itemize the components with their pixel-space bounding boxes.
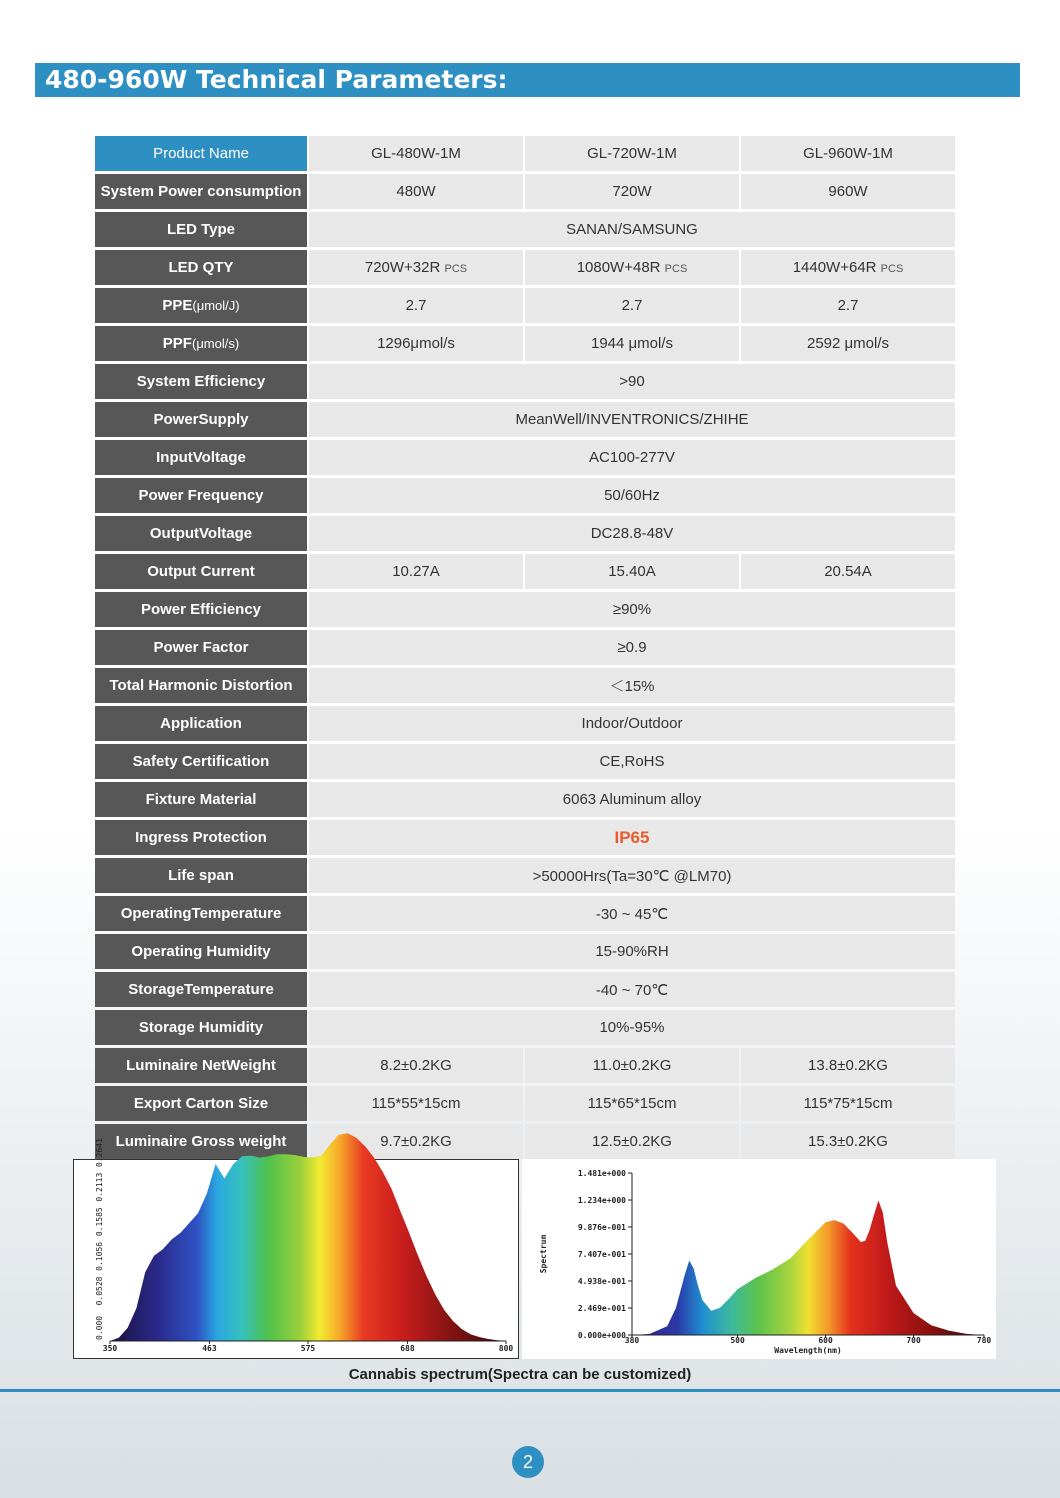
cell-value xyxy=(525,554,739,589)
cell-text: 8.2±0.2KG xyxy=(380,1057,452,1074)
row-label xyxy=(95,668,307,703)
cell-text: 2.7 xyxy=(405,297,427,314)
y-tick-label: 0.1585 xyxy=(95,1207,104,1237)
table-row xyxy=(95,858,955,893)
cell-value xyxy=(741,1086,955,1121)
table-row xyxy=(95,934,955,969)
y-tick-label: 0.0528 xyxy=(95,1276,104,1306)
cell-unit: PCS xyxy=(880,263,904,275)
cell-value xyxy=(309,250,523,285)
cell-text: AC100-277V xyxy=(589,449,675,466)
cell-value xyxy=(525,1048,739,1083)
table-row xyxy=(95,250,955,285)
row-label-text: Operating Humidity xyxy=(131,943,271,960)
cell-value xyxy=(525,288,739,323)
row-label xyxy=(95,782,307,817)
cell-value xyxy=(741,288,955,323)
row-label xyxy=(95,896,307,931)
cell-text: 50/60Hz xyxy=(604,487,660,504)
cell-value xyxy=(309,478,955,513)
row-label-text: Output Current xyxy=(147,563,255,580)
model-name: GL-480W-1M xyxy=(309,136,523,171)
row-label-text: Storage Humidity xyxy=(138,1019,264,1036)
technical-parameters-table xyxy=(93,133,957,1162)
cell-text: >90 xyxy=(619,373,645,390)
x-tick-label: 800 xyxy=(498,1344,514,1353)
row-label-text: Application xyxy=(160,715,242,732)
cell-value xyxy=(309,668,955,703)
row-label-text: PowerSupply xyxy=(153,411,249,428)
table-row xyxy=(95,288,955,323)
cell-text: 13.8±0.2KG xyxy=(808,1057,888,1074)
x-tick-label: 700 xyxy=(906,1336,921,1345)
table-row xyxy=(95,592,955,627)
row-label xyxy=(95,212,307,247)
cell-text: 15-90%RH xyxy=(595,943,669,960)
row-label xyxy=(95,1048,307,1083)
row-label-text: Life span xyxy=(168,867,234,884)
cell-text: 6063 Aluminum alloy xyxy=(562,791,702,808)
row-label-text: Ingress Protection xyxy=(135,829,267,846)
cell-text: 15.40A xyxy=(608,563,656,580)
y-tick-label: 2.469e-001 xyxy=(577,1303,626,1313)
y-tick-label: 1.481e+000 xyxy=(577,1169,626,1178)
table-row xyxy=(95,364,955,399)
cell-value xyxy=(525,174,739,209)
spectrum-area xyxy=(632,1201,984,1336)
y-tick-label: 0.2641 xyxy=(95,1138,104,1167)
cell-value xyxy=(741,1124,955,1159)
row-label-unit: (μmol/J) xyxy=(192,298,240,313)
cell-text: ≥90% xyxy=(612,601,652,618)
table-row xyxy=(95,630,955,665)
row-label-unit: (μmol/s) xyxy=(191,336,240,351)
y-tick-label: 0.000e+000 xyxy=(577,1331,626,1340)
row-label-text: Total Harmonic Distortion xyxy=(109,677,293,694)
cell-text: IP65 xyxy=(614,827,650,847)
row-label-text: Luminaire NetWeight xyxy=(126,1057,276,1074)
row-label xyxy=(95,554,307,589)
row-label xyxy=(95,592,307,627)
cell-text: 2592 μmol/s xyxy=(806,335,890,352)
row-label xyxy=(95,934,307,969)
cell-text: 10%-95% xyxy=(599,1019,665,1036)
row-label-text: Luminaire Gross weight xyxy=(115,1133,287,1150)
cell-text: -30 ~ 45℃ xyxy=(595,905,669,923)
row-label-text: PPE xyxy=(162,297,193,314)
spectrum-chart-right-svg xyxy=(522,1159,996,1359)
y-tick-label: 0.2113 xyxy=(95,1172,104,1202)
row-label-text: PPF xyxy=(162,335,192,352)
table-row xyxy=(95,212,955,247)
cell-text: 720W xyxy=(612,183,652,200)
x-axis-label: Wavelength(nm) xyxy=(774,1346,842,1355)
table-row xyxy=(95,478,955,513)
table-row xyxy=(95,1086,955,1121)
cell-text: DC28.8-48V xyxy=(590,525,674,542)
cell-text: 11.0±0.2KG xyxy=(592,1057,672,1074)
cell-value xyxy=(309,364,955,399)
x-tick-label: 780 xyxy=(976,1336,992,1345)
cell-text: 12.5±0.2KG xyxy=(592,1133,672,1150)
row-label xyxy=(95,858,307,893)
cell-value xyxy=(741,174,955,209)
cell-value xyxy=(309,630,955,665)
y-tick-label: 0.1056 xyxy=(95,1241,104,1271)
table-row xyxy=(95,136,955,171)
cell-text: SANAN/SAMSUNG xyxy=(566,221,698,238)
row-label-text: Fixture Material xyxy=(145,791,257,808)
cell-text: 10.27A xyxy=(392,563,440,580)
x-tick-label: 688 xyxy=(400,1344,415,1353)
cell-value xyxy=(309,516,955,551)
table-row xyxy=(95,326,955,361)
cell-value xyxy=(741,1048,955,1083)
cell-text: 1440W+64R xyxy=(792,259,877,276)
cell-value xyxy=(525,250,739,285)
cell-value xyxy=(309,934,955,969)
cell-value xyxy=(309,554,523,589)
cell-value xyxy=(525,1124,739,1159)
row-label-text: Export Carton Size xyxy=(133,1095,269,1112)
row-label-text: Safety Certification xyxy=(132,753,270,770)
cell-value xyxy=(309,858,955,893)
row-label-text: System Power consumption xyxy=(100,183,302,200)
table-row xyxy=(95,1048,955,1083)
x-tick-label: 600 xyxy=(818,1336,833,1345)
cell-text: 20.54A xyxy=(824,563,872,580)
table-row xyxy=(95,896,955,931)
row-label xyxy=(95,478,307,513)
table-row xyxy=(95,516,955,551)
cell-text: -40 ~ 70℃ xyxy=(595,981,669,999)
row-label xyxy=(95,972,307,1007)
row-label xyxy=(95,516,307,551)
row-label xyxy=(95,174,307,209)
cell-unit: PCS xyxy=(444,263,468,275)
cell-value xyxy=(309,1086,523,1121)
spectrum-caption: Cannabis spectrum(Spectra can be customized) xyxy=(348,1366,692,1383)
y-tick-label: 1.234e+000 xyxy=(577,1196,626,1206)
row-label-text: Power Factor xyxy=(153,639,249,656)
row-label-text: Power Efficiency xyxy=(140,601,262,618)
cell-value xyxy=(309,326,523,361)
table-row xyxy=(95,1124,955,1159)
cell-text: >50000Hrs(Ta=30℃ @LM70) xyxy=(532,867,732,885)
cell-value xyxy=(309,174,523,209)
table-row xyxy=(95,668,955,703)
spectrum-chart-right xyxy=(522,1159,996,1359)
table-row xyxy=(95,554,955,589)
row-label xyxy=(95,1086,307,1121)
cell-text: 2.7 xyxy=(621,297,643,314)
table-row xyxy=(95,174,955,209)
spectrum-area xyxy=(110,1133,506,1341)
cell-value xyxy=(309,212,955,247)
footer-divider xyxy=(0,1389,1060,1392)
cell-text: 1296μmol/s xyxy=(377,335,455,352)
table-row xyxy=(95,972,955,1007)
cell-text: ≥0.9 xyxy=(617,639,647,656)
cell-text: 480W xyxy=(396,183,436,200)
cell-text: 720W+32R xyxy=(364,259,441,276)
cell-value xyxy=(309,592,955,627)
cell-value xyxy=(309,706,955,741)
row-label xyxy=(95,706,307,741)
y-axis-label: Spectrum xyxy=(539,1234,548,1274)
row-label-text: OperatingTemperature xyxy=(120,905,282,922)
y-tick-label: 4.938e-001 xyxy=(577,1276,626,1286)
row-label-text: LED Type xyxy=(166,221,236,238)
cell-value xyxy=(741,554,955,589)
cell-value xyxy=(309,972,955,1007)
row-label xyxy=(95,326,307,361)
cell-value xyxy=(309,744,955,779)
table-row xyxy=(95,440,955,475)
cell-value xyxy=(309,1048,523,1083)
cell-value xyxy=(741,250,955,285)
row-label xyxy=(95,440,307,475)
cell-value xyxy=(309,1010,955,1045)
model-name: GL-720W-1M xyxy=(525,136,739,171)
row-label xyxy=(95,364,307,399)
model-name: GL-960W-1M xyxy=(741,136,955,171)
table-row xyxy=(95,820,955,855)
x-tick-label: 350 xyxy=(102,1344,118,1353)
cell-text: 115*75*15cm xyxy=(803,1095,893,1112)
row-label xyxy=(95,820,307,855)
cell-text: 115*55*15cm xyxy=(371,1095,461,1112)
row-label xyxy=(95,1124,307,1159)
row-label-text: StorageTemperature xyxy=(128,981,274,998)
row-label xyxy=(95,1010,307,1045)
cell-value xyxy=(525,1086,739,1121)
row-label xyxy=(95,288,307,323)
row-label xyxy=(95,250,307,285)
cell-value xyxy=(525,326,739,361)
y-tick-label: 0.000 xyxy=(95,1315,104,1340)
row-label-text: InputVoltage xyxy=(156,449,246,466)
cell-value xyxy=(309,782,955,817)
cell-value xyxy=(309,288,523,323)
x-tick-label: 463 xyxy=(202,1344,217,1353)
cell-text: 1944 μmol/s xyxy=(590,335,674,352)
row-label-text: OutputVoltage xyxy=(149,525,253,542)
cell-text: 15.3±0.2KG xyxy=(808,1133,888,1150)
x-tick-label: 380 xyxy=(624,1336,640,1345)
x-tick-label: 500 xyxy=(730,1336,745,1345)
row-label-text: System Efficiency xyxy=(136,373,266,390)
y-tick-label: 7.407e-001 xyxy=(577,1249,626,1259)
cell-text: 1080W+48R xyxy=(576,259,661,276)
row-label xyxy=(95,744,307,779)
page-title: 480-960W Technical Parameters: xyxy=(35,63,1020,97)
page-number: 2 xyxy=(512,1446,544,1478)
cell-text: Indoor/Outdoor xyxy=(581,715,683,732)
cell-value xyxy=(309,820,955,855)
y-tick-label: 9.876e-001 xyxy=(577,1222,626,1232)
cell-text: MeanWell/INVENTRONICS/ZHIHE xyxy=(515,411,749,428)
cell-unit: PCS xyxy=(664,263,688,275)
table-row xyxy=(95,402,955,437)
table-row xyxy=(95,782,955,817)
x-tick-label: 575 xyxy=(300,1344,316,1353)
row-label xyxy=(95,402,307,437)
cell-value xyxy=(309,440,955,475)
cell-value xyxy=(741,326,955,361)
table-row xyxy=(95,744,955,779)
cell-value xyxy=(309,896,955,931)
cell-text: 115*65*15cm xyxy=(587,1095,677,1112)
row-label: Product Name xyxy=(95,136,307,171)
cell-text: 960W xyxy=(828,183,868,200)
table-row xyxy=(95,706,955,741)
row-label xyxy=(95,630,307,665)
row-label-text: LED QTY xyxy=(168,259,234,276)
cell-value xyxy=(309,402,955,437)
cell-text: CE,RoHS xyxy=(599,753,665,770)
cell-text: ＜15% xyxy=(609,678,655,695)
cell-text: 2.7 xyxy=(837,297,859,314)
table-row xyxy=(95,1010,955,1045)
row-label-text: Power Frequency xyxy=(138,487,264,504)
cell-text: 9.7±0.2KG xyxy=(380,1133,452,1150)
